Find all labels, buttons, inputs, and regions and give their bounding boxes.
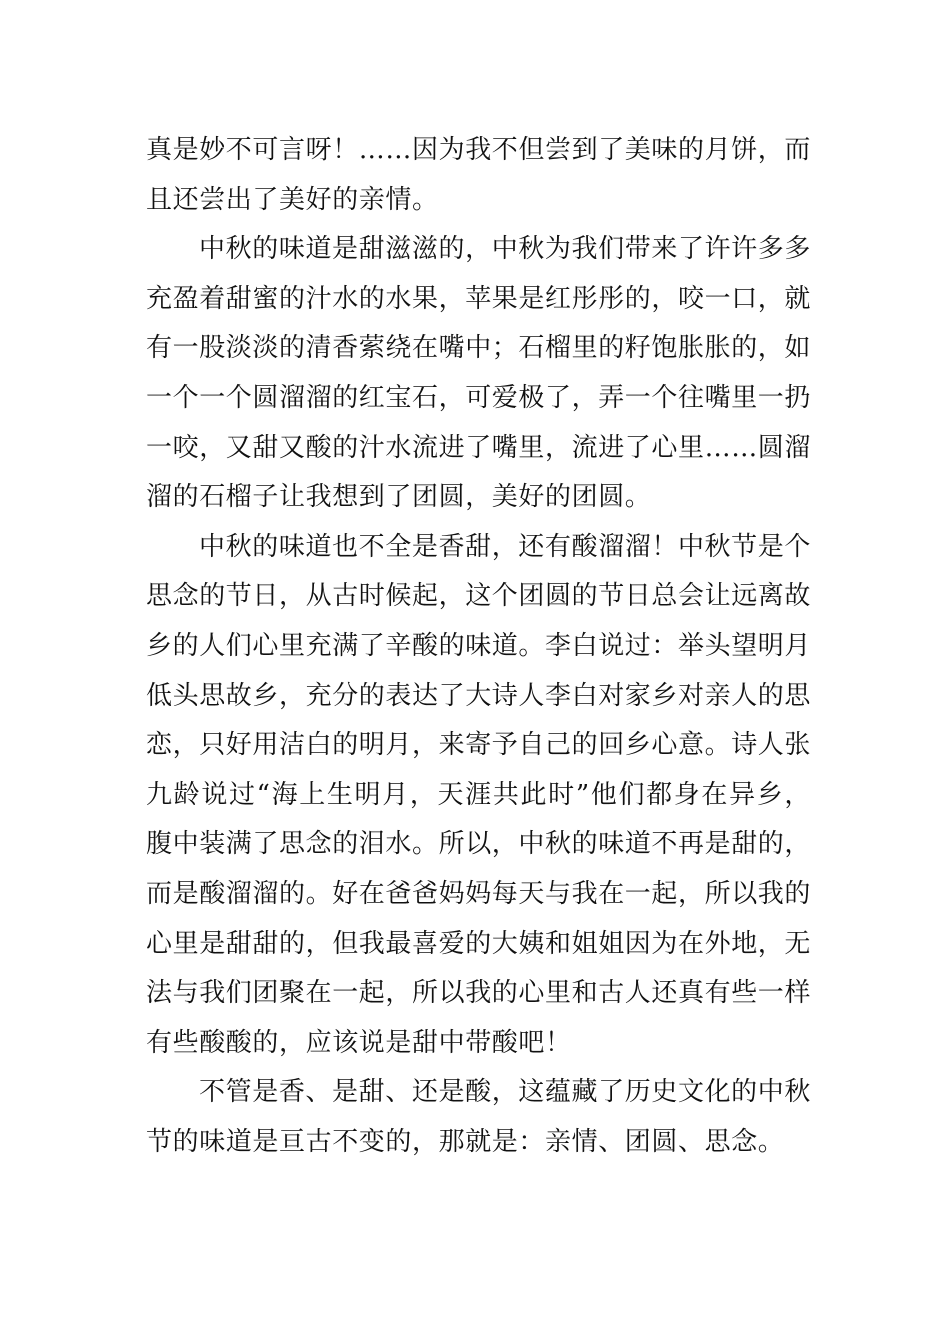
paragraph-2: 中秋的味道是甜滋滋的，中秋为我们带来了许许多多充盈着甜蜜的汁水的水果，苹果是红彤彤的，咬一口，就有一股淡淡的清香萦绕在嘴中；石榴里的籽饱胀胀的，如一个一个圆溜溜的红宝石，可爱极了，弄一个往嘴里一扔一咬，又甜又酸的汁水流进了嘴里，流进了心里……圆溜溜的石榴子让我想到了团圆，美好的团圆。 <box>146 234 812 513</box>
paragraph-3: 中秋的味道也不全是香甜，还有酸溜溜！中秋节是个思念的节日，从古时候起，这个团圆的节日总会让远离故乡的人们心里充满了辛酸的味道。李白说过：举头望明月低头思故乡，充分的表达了大诗人李白对家乡对亲人的思恋，只好用洁白的明月，来寄予自己的回乡心意。诗人张九龄说过“海上生明月，天涯共此时”他们都身在异乡，腹中装满了思念的泪水。所以，中秋的味道不再是甜的，而是酸溜溜的。好在爸爸妈妈每天与我在一起，所以我的心里是甜甜的，但我最喜爱的大姨和姐姐因为在外地，无法与我们团聚在一起，所以我的心里和古人还真有些一样有些酸酸的，应该说是甜中带酸吧！ <box>146 531 812 1058</box>
document-body <box>146 126 811 1167</box>
paragraph-4: 不管是香、是甜、还是酸，这蕴藏了历史文化的中秋节的味道是亘古不变的，那就是：亲情、团圆、思念。 <box>146 1077 811 1157</box>
paragraph-1: 真是妙不可言呀！……因为我不但尝到了美味的月饼，而且还尝出了美好的亲情。 <box>146 135 812 215</box>
